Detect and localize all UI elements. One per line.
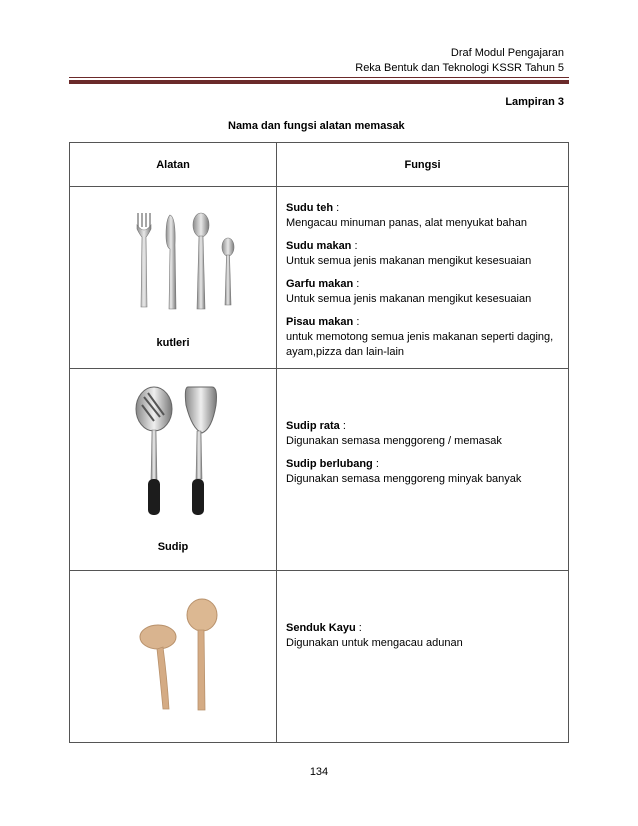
function-item: Garfu makan : Untuk semua jenis makanan mengikut kesesuaian — [286, 278, 532, 305]
function-label: Sudip berlubang — [286, 458, 373, 470]
function-desc: Mengacau minuman panas, alat menyukat bahan — [286, 217, 527, 229]
function-desc: Untuk semua jenis makanan mengikut kesesuaian — [286, 293, 532, 305]
wooden-spoon-image — [130, 597, 230, 717]
function-label: Sudu makan — [286, 240, 352, 252]
function-item: Sudip berlubang : Digunakan semasa menggoreng minyak banyak — [286, 458, 522, 485]
header-module-title: Draf Modul Pengajaran — [450, 47, 564, 59]
spatula-image — [126, 383, 226, 523]
tool-name: Sudip — [157, 541, 189, 553]
tool-name: kutleri — [156, 337, 190, 349]
appendix-label: Lampiran 3 — [505, 96, 564, 108]
function-label: Sudu teh — [286, 202, 334, 214]
function-desc: Digunakan semasa menggoreng minyak banyak — [286, 473, 522, 485]
function-item: Pisau makan : untuk memotong semua jenis makanan seperti daging, ayam,pizza dan lain-lain — [286, 316, 554, 358]
cutlery-set-image — [126, 211, 246, 311]
function-label: Sudip rata — [286, 420, 340, 432]
table-row — [70, 571, 569, 743]
page-number: 134 — [309, 766, 329, 778]
function-item: Sudu makan : Untuk semua jenis makanan mengikut kesesuaian — [286, 240, 532, 267]
header-rule-thick — [69, 80, 569, 84]
function-label: Senduk Kayu — [286, 622, 356, 634]
table-row — [70, 369, 569, 571]
function-cell — [277, 571, 569, 743]
header-subject: Reka Bentuk dan Teknologi KSSR Tahun 5 — [355, 62, 564, 74]
function-desc: Untuk semua jenis makanan mengikut kesesuaian — [286, 255, 532, 267]
header-rule-thin — [69, 77, 569, 78]
function-label: Garfu makan — [286, 278, 354, 290]
column-header-alatan: Alatan — [70, 143, 277, 187]
function-item: Sudip rata : Digunakan semasa menggoreng / memasak — [286, 420, 502, 447]
function-desc: untuk memotong semua jenis makanan seperti daging, ayam,pizza dan lain-lain — [286, 331, 554, 358]
function-label: Pisau makan — [286, 316, 354, 328]
table-header-row — [70, 143, 569, 187]
function-desc: Digunakan untuk mengacau adunan — [286, 637, 463, 649]
function-item: Sudu teh : Mengacau minuman panas, alat menyukat bahan — [286, 202, 527, 229]
page-title: Nama dan fungsi alatan memasak — [228, 120, 405, 132]
tools-table — [69, 142, 569, 743]
column-header-fungsi: Fungsi — [277, 143, 569, 187]
tool-cell — [70, 571, 277, 743]
tool-cell — [70, 369, 277, 571]
tool-cell — [70, 187, 277, 369]
function-desc: Digunakan semasa menggoreng / memasak — [286, 435, 502, 447]
function-item: Senduk Kayu : Digunakan untuk mengacau adunan — [286, 622, 463, 649]
function-cell — [277, 187, 569, 369]
table-row — [70, 187, 569, 369]
function-cell — [277, 369, 569, 571]
